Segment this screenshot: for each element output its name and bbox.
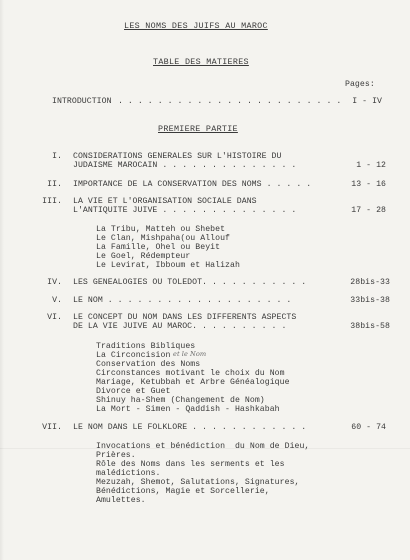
toc-leader: . . . . . . . . . . . . . . . . . . . . . . . [118, 97, 342, 106]
toc-heading: TABLE DES MATIERES [153, 57, 249, 67]
chapter-title-line: LE CONCEPT DU NOM DANS LES DIFFERENTS ASPECTS [73, 313, 297, 322]
chapter-pages: 17 - 28 [351, 206, 386, 215]
chapter-title-line: JUDAISME MAROCAIN . . . . . . . . . . . . . . [73, 161, 297, 170]
pages-label: Pages: [345, 80, 375, 89]
list-item: Traditions Bibliques [96, 342, 196, 351]
chapter-number: IV. [47, 278, 62, 287]
chapter-pages: 60 - 74 [351, 423, 386, 432]
list-item: Divorce et Guet [96, 387, 171, 396]
list-item: La Famille, Ohel ou Beyit [96, 243, 221, 252]
chapter-number: III. [42, 197, 62, 206]
list-item: Invocations et bénédiction du Nom de Dieu, [96, 442, 310, 451]
chapter-title-line: LE NOM . . . . . . . . . . . . . . . . . . . [73, 296, 292, 305]
list-item: Mezuzah, Shemot, Salutations, Signatures, [96, 478, 300, 487]
chapter-number: VII. [42, 423, 62, 432]
chapter-title-line: LES GENEALOGIES OU TOLEDOT. . . . . . . . . . . [73, 278, 307, 287]
chapter-pages: 28bis-33 [350, 278, 390, 287]
chapter-number: VI. [47, 313, 62, 322]
chapter-number: I. [52, 152, 62, 161]
list-item: La Mort - Simen - Qaddish - Hashkabah [96, 405, 280, 414]
chapter-title-line: LA VIE ET L'ORGANISATION SOCIALE DANS [73, 197, 257, 206]
toc-entry-label: INTRODUCTION [52, 97, 112, 106]
chapter-number: V. [52, 296, 62, 305]
list-item: Mariage, Ketubbah et Arbre Généalogique [96, 378, 290, 387]
chapter-title-line: CONSIDERATIONS GENERALES SUR L'HISTOIRE DU [73, 152, 282, 161]
chapter-title-line: IMPORTANCE DE LA CONSERVATION DES NOMS . . . . . [73, 180, 312, 189]
list-item: Le Goel, Rédempteur [96, 252, 191, 261]
paper-edge-shadow [0, 0, 4, 560]
chapter-pages: 13 - 16 [351, 180, 386, 189]
chapter-pages: 38bis-58 [350, 322, 390, 331]
chapter-title-line: DE LA VIE JUIVE AU MAROC. . . . . . . . . . [73, 322, 287, 331]
chapter-title-line: LE NOM DANS LE FOLKLORE . . . . . . . . . . . . [73, 423, 307, 432]
list-item: Amulettes. [96, 496, 146, 505]
toc-entry-pages: I - IV [352, 97, 382, 106]
chapter-number: II. [47, 180, 62, 189]
list-item: Circonstances motivant le choix du Nom [96, 369, 285, 378]
chapter-pages: 33bis-38 [350, 296, 390, 305]
list-item: Le Levirat, Ibboum et Halizah [96, 261, 240, 270]
list-item: Rôle des Noms dans les serments et les [96, 460, 285, 469]
list-item: Prières. [96, 451, 136, 460]
document-title: LES NOMS DES JUIFS AU MAROC [124, 21, 268, 31]
chapter-pages: 1 - 12 [356, 161, 386, 170]
list-item: Conservation des Noms [96, 360, 201, 369]
list-item: malédictions. [96, 469, 161, 478]
list-item: Bénédictions, Magie et Sorcellerie, [96, 487, 270, 496]
list-item: La Tribu, Matteh ou Shebet [96, 225, 226, 234]
list-item: Shinuy ha-Shem (Changement de Nom) [96, 396, 265, 405]
handwritten-annotation: et le Nom [173, 350, 207, 358]
list-item: Le Clan, Mishpaha(ou Allouf [96, 234, 231, 243]
list-item: La Circoncision [96, 351, 171, 360]
part-heading: PREMIERE PARTIE [158, 124, 238, 134]
chapter-title-line: L'ANTIQUITE JUIVE . . . . . . . . . . . . . . [73, 206, 297, 215]
